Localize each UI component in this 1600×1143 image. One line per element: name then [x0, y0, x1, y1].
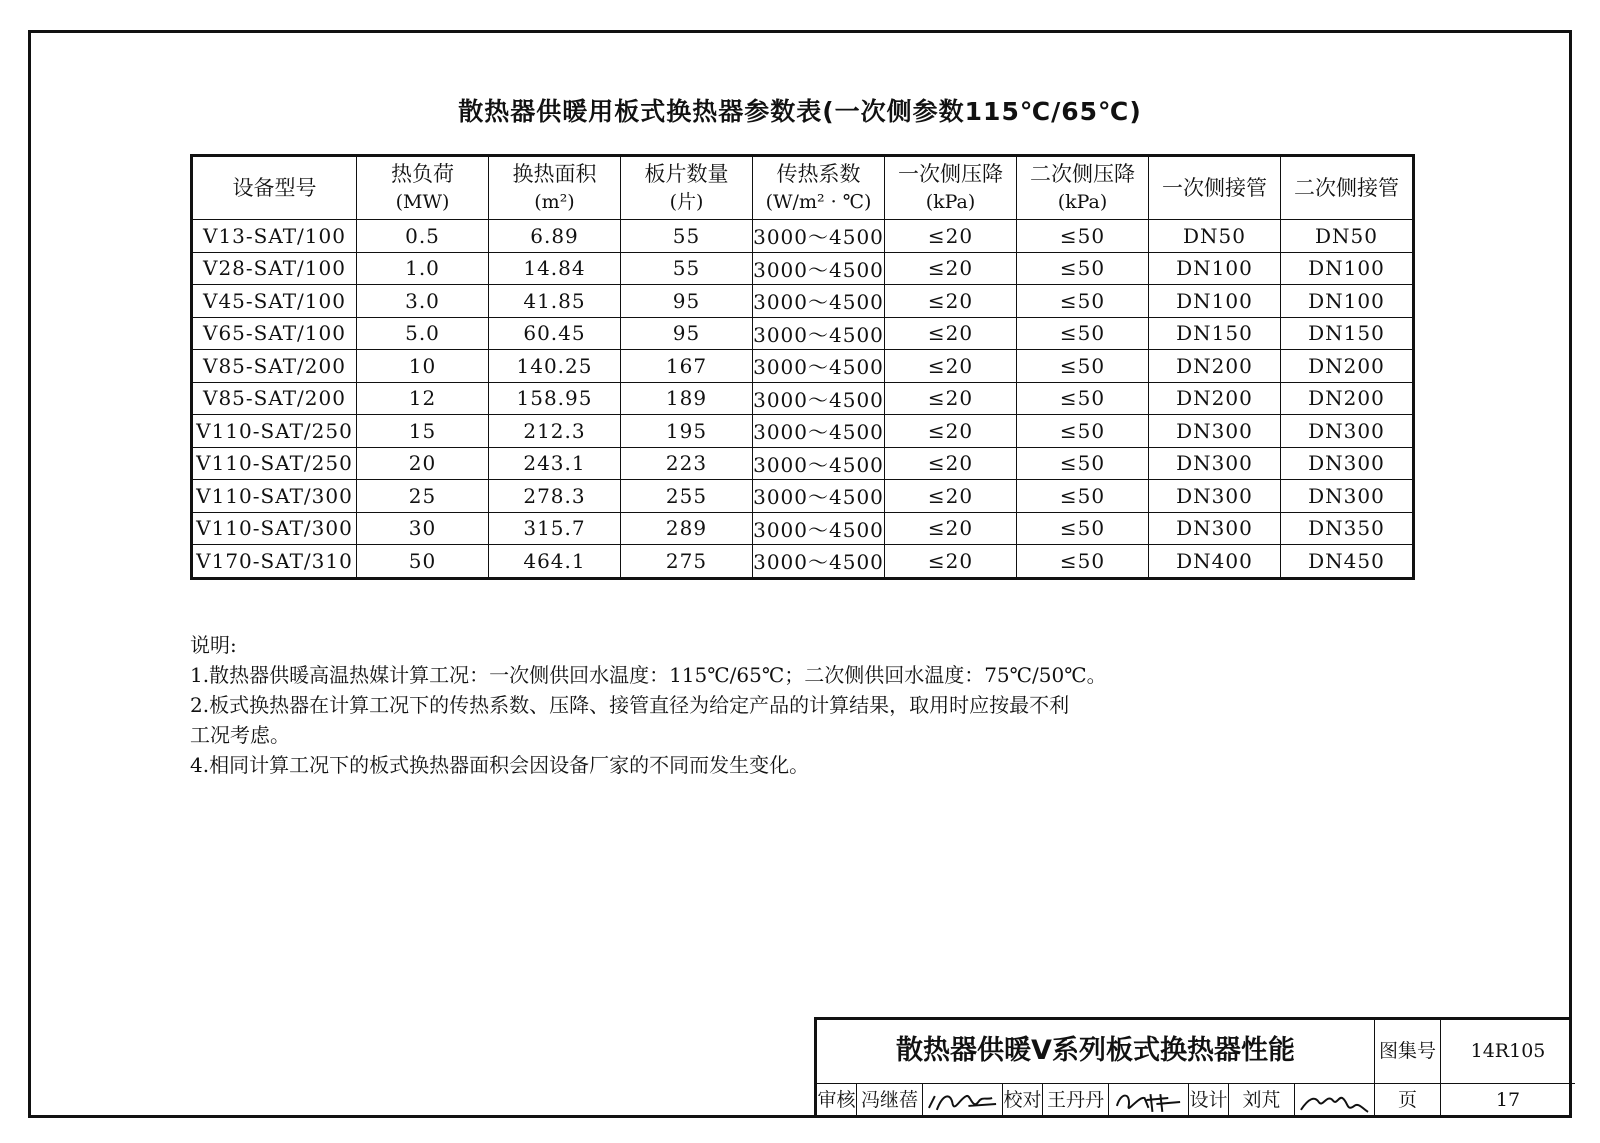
table-cell: DN200 — [1149, 350, 1281, 383]
table-cell: ≤20 — [885, 285, 1017, 318]
column-header — [621, 156, 753, 220]
column-header-unit: (kPa) — [1057, 191, 1108, 213]
column-header-label: 二次侧接管 — [1294, 176, 1399, 200]
atlas-label: 图集号 — [1375, 1020, 1441, 1084]
table-cell: DN300 — [1281, 447, 1414, 480]
table-cell: ≤20 — [885, 252, 1017, 285]
table-cell: ≤20 — [885, 415, 1017, 448]
column-header — [192, 156, 357, 220]
column-header — [1149, 156, 1281, 220]
table-cell: DN300 — [1281, 480, 1414, 513]
table-row — [192, 480, 1414, 513]
table-cell: DN50 — [1149, 220, 1281, 253]
table-cell: ≤20 — [885, 350, 1017, 383]
table-cell: DN50 — [1281, 220, 1414, 253]
table-cell: 15 — [357, 415, 489, 448]
table-row — [192, 317, 1414, 350]
reviewer-signature — [923, 1084, 1003, 1118]
table-cell: 10 — [357, 350, 489, 383]
table-cell: V85-SAT/200 — [192, 350, 357, 383]
table-cell: ≤50 — [1017, 545, 1149, 579]
table-cell: DN200 — [1281, 350, 1414, 383]
table-cell: V110-SAT/300 — [192, 480, 357, 513]
column-header-label: 热负荷 — [391, 162, 454, 186]
table-cell: ≤50 — [1017, 252, 1149, 285]
table-cell: 50 — [357, 545, 489, 579]
column-header-label: 设备型号 — [232, 176, 317, 200]
table-cell: 140.25 — [489, 350, 621, 383]
table-cell: V65-SAT/100 — [192, 317, 357, 350]
table-row — [192, 350, 1414, 383]
table-cell: 3000～4500 — [753, 220, 885, 253]
column-header — [1281, 156, 1414, 220]
table-cell: ≤50 — [1017, 415, 1149, 448]
table-cell: 243.1 — [489, 447, 621, 480]
table-cell: DN100 — [1281, 285, 1414, 318]
table-cell: V110-SAT/250 — [192, 447, 357, 480]
atlas-number: 14R105 — [1441, 1020, 1575, 1084]
table-cell: 0.5 — [357, 220, 489, 253]
column-header-unit: (W/m² · ℃) — [765, 191, 872, 213]
column-header-label: 换热面积 — [512, 162, 597, 186]
table-cell: DN400 — [1149, 545, 1281, 579]
column-header — [357, 156, 489, 220]
table-cell: DN200 — [1281, 382, 1414, 415]
table-cell: 3000～4500 — [753, 317, 885, 350]
note-item: 2.板式换热器在计算工况下的传热系数、压降、接管直径为给定产品的计算结果，取用时应按最不利 — [190, 693, 1070, 717]
table-header — [192, 156, 1414, 220]
table-cell: 5.0 — [357, 317, 489, 350]
table-cell: ≤50 — [1017, 317, 1149, 350]
table-cell: 167 — [621, 350, 753, 383]
table-cell: 95 — [621, 317, 753, 350]
table-cell: ≤20 — [885, 317, 1017, 350]
column-header-unit: (kPa) — [925, 191, 976, 213]
table-cell: V110-SAT/300 — [192, 512, 357, 545]
column-header-unit: (片) — [669, 191, 704, 213]
table-cell: 3000～4500 — [753, 350, 885, 383]
page-label: 页 — [1375, 1084, 1441, 1118]
column-header-label: 传热系数 — [776, 162, 861, 186]
table-cell: 6.89 — [489, 220, 621, 253]
notes-section — [190, 630, 1200, 780]
table-cell: 189 — [621, 382, 753, 415]
column-header — [753, 156, 885, 220]
column-header-label: 一次侧压降 — [898, 162, 1003, 186]
table-cell: ≤20 — [885, 512, 1017, 545]
table-cell: 278.3 — [489, 480, 621, 513]
column-header-unit: (m²) — [534, 191, 575, 213]
table-cell: DN200 — [1149, 382, 1281, 415]
table-cell: 212.3 — [489, 415, 621, 448]
table-cell: 60.45 — [489, 317, 621, 350]
table-row — [192, 512, 1414, 545]
note-item: 4.相同计算工况下的板式换热器面积会因设备厂家的不同而发生变化。 — [190, 753, 810, 777]
column-header-label: 板片数量 — [644, 162, 729, 186]
table-cell: 195 — [621, 415, 753, 448]
title-block — [814, 1017, 1572, 1118]
column-header-label: 二次侧压降 — [1030, 162, 1135, 186]
column-header-unit: (MW) — [395, 191, 450, 213]
column-header — [885, 156, 1017, 220]
table-cell: 41.85 — [489, 285, 621, 318]
column-header — [489, 156, 621, 220]
table-cell: V45-SAT/100 — [192, 285, 357, 318]
table-cell: 3000～4500 — [753, 285, 885, 318]
table-cell: ≤20 — [885, 480, 1017, 513]
table-cell: 14.84 — [489, 252, 621, 285]
parameter-table — [190, 154, 1415, 580]
table-cell: V85-SAT/200 — [192, 382, 357, 415]
table-row — [192, 415, 1414, 448]
table-row — [192, 382, 1414, 415]
note-item: 1.散热器供暖高温热媒计算工况：一次侧供回水温度：115℃/65℃；二次侧供回水温度：75℃/50℃。 — [190, 663, 1107, 687]
table-cell: 3000～4500 — [753, 415, 885, 448]
table-cell: 3000～4500 — [753, 382, 885, 415]
drawing-title: 散热器供暖V系列板式换热器性能 — [817, 1020, 1375, 1084]
table-cell: DN450 — [1281, 545, 1414, 579]
table-cell: 275 — [621, 545, 753, 579]
table-cell: 223 — [621, 447, 753, 480]
table-row — [192, 252, 1414, 285]
table-cell: 12 — [357, 382, 489, 415]
table-cell: DN300 — [1149, 480, 1281, 513]
table-cell: 315.7 — [489, 512, 621, 545]
table-cell: V110-SAT/250 — [192, 415, 357, 448]
table-cell: 55 — [621, 252, 753, 285]
table-cell: ≤50 — [1017, 480, 1149, 513]
table-cell: 3000～4500 — [753, 512, 885, 545]
table-cell: V170-SAT/310 — [192, 545, 357, 579]
page-number: 17 — [1495, 1089, 1521, 1111]
table-cell: 464.1 — [489, 545, 621, 579]
table-cell: 289 — [621, 512, 753, 545]
table-row — [192, 545, 1414, 579]
table-cell: DN300 — [1149, 512, 1281, 545]
check-label: 校对 — [1003, 1084, 1043, 1118]
table-cell: DN300 — [1149, 447, 1281, 480]
table-cell: DN300 — [1149, 415, 1281, 448]
table-cell: ≤50 — [1017, 382, 1149, 415]
table-row — [192, 220, 1414, 253]
review-label: 审核 — [817, 1084, 857, 1118]
table-cell: 25 — [357, 480, 489, 513]
table-cell: V13-SAT/100 — [192, 220, 357, 253]
table-cell: DN100 — [1149, 252, 1281, 285]
table-cell: 20 — [357, 447, 489, 480]
table-row — [192, 447, 1414, 480]
table-title: 散热器供暖用板式换热器参数表(一次侧参数115℃/65℃) — [458, 97, 1142, 126]
table-cell: V28-SAT/100 — [192, 252, 357, 285]
table-cell: 3.0 — [357, 285, 489, 318]
table-cell: 95 — [621, 285, 753, 318]
table-cell: ≤20 — [885, 545, 1017, 579]
table-cell: 30 — [357, 512, 489, 545]
table-cell: 3000～4500 — [753, 447, 885, 480]
table-cell: ≤50 — [1017, 220, 1149, 253]
design-label: 设计 — [1189, 1084, 1229, 1118]
table-cell: ≤50 — [1017, 350, 1149, 383]
table-cell: 3000～4500 — [753, 252, 885, 285]
header-row — [192, 156, 1414, 220]
table-cell: DN150 — [1149, 317, 1281, 350]
table-cell: DN100 — [1149, 285, 1281, 318]
notes-heading: 说明: — [190, 633, 237, 657]
designer-signature — [1295, 1084, 1375, 1118]
note-item: 工况考虑。 — [190, 723, 290, 747]
table-cell: ≤50 — [1017, 285, 1149, 318]
column-header-label: 一次侧接管 — [1162, 176, 1267, 200]
checker-name: 王丹丹 — [1043, 1084, 1109, 1118]
table-cell: 158.95 — [489, 382, 621, 415]
table-cell: ≤20 — [885, 220, 1017, 253]
table-row — [192, 285, 1414, 318]
table-cell: ≤20 — [885, 382, 1017, 415]
table-cell: 3000～4500 — [753, 545, 885, 579]
table-cell: 3000～4500 — [753, 480, 885, 513]
table-cell: ≤50 — [1017, 447, 1149, 480]
column-header — [1017, 156, 1149, 220]
table-cell: DN100 — [1281, 252, 1414, 285]
table-cell: DN300 — [1281, 415, 1414, 448]
reviewer-name: 冯继蓓 — [857, 1084, 923, 1118]
checker-signature — [1109, 1084, 1189, 1118]
table-cell: DN150 — [1281, 317, 1414, 350]
table-cell: 1.0 — [357, 252, 489, 285]
table-cell: 55 — [621, 220, 753, 253]
table-cell: 255 — [621, 480, 753, 513]
table-cell: ≤20 — [885, 447, 1017, 480]
table-body — [192, 220, 1414, 579]
designer-name: 刘芃 — [1229, 1084, 1295, 1118]
table-cell: DN350 — [1281, 512, 1414, 545]
table-cell: ≤50 — [1017, 512, 1149, 545]
